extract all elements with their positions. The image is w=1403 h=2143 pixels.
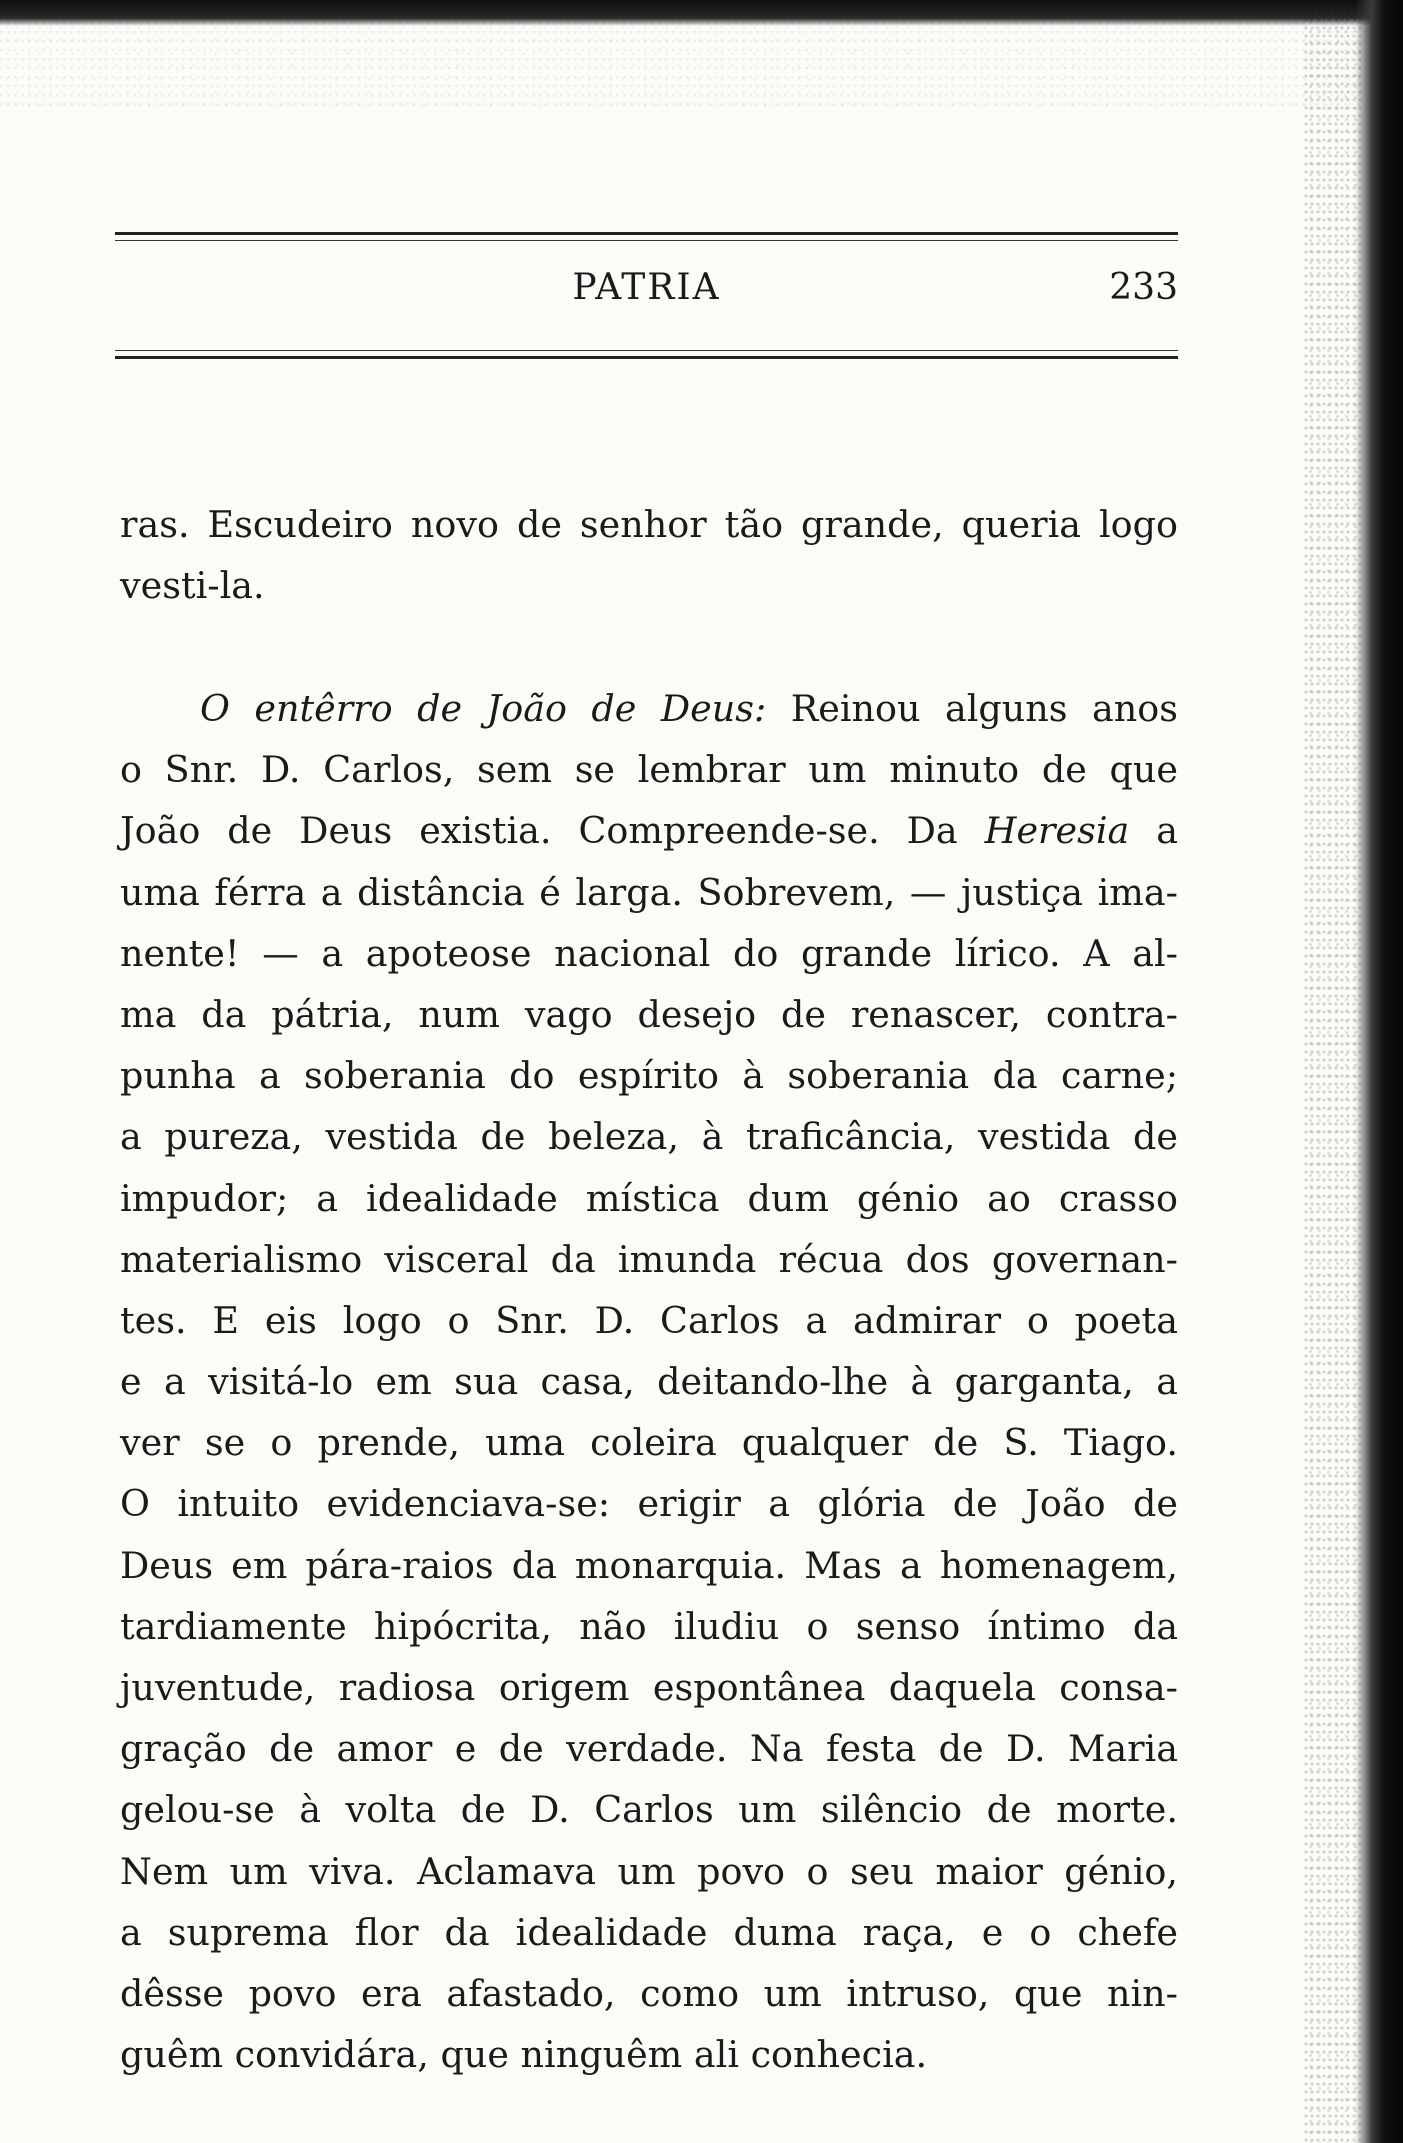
scan-right-edge bbox=[1355, 0, 1403, 2143]
text-line: guêm convidára, que ninguêm ali conhecia. bbox=[120, 2033, 928, 2077]
page-number: 233 bbox=[1109, 267, 1178, 308]
text-line: Nem um viva. Aclamava um povo o seu maior génio, bbox=[120, 1849, 1178, 1893]
text-line: vesti-la. bbox=[120, 564, 265, 608]
text-line: a suprema flor da idealidade duma raça, e o chefe bbox=[120, 1910, 1178, 1954]
text-line: gração de amor e de verdade. Na festa de D. Maria bbox=[120, 1727, 1178, 1771]
paragraph-opening-line bbox=[120, 678, 1178, 739]
text-line: O intuito evidenciava-se: erigir a glória de João de bbox=[120, 1482, 1178, 1526]
text-line: ver se o prende, uma coleira qualquer de S. Tiago. bbox=[120, 1421, 1178, 1465]
text-line: ras. Escudeiro novo de senhor tão grande, queria logo bbox=[120, 503, 1178, 546]
paragraph-1 bbox=[120, 494, 1178, 616]
header-rule-top bbox=[115, 232, 1178, 235]
text-line: uma férra a distância é larga. Sobrevem, — justiça ima- bbox=[120, 870, 1178, 914]
text-line: impudor; a idealidade mística dum génio ao crasso bbox=[120, 1176, 1178, 1220]
text-line-with-italic bbox=[120, 800, 1178, 861]
header-rule-bottom bbox=[115, 356, 1178, 359]
text-line: gelou-se à volta de D. Carlos um silêncio de morte. bbox=[120, 1788, 1178, 1832]
text-line: punha a soberania do espírito à soberania da carne; bbox=[120, 1054, 1178, 1098]
paragraph-2 bbox=[120, 678, 1178, 2085]
text-line: materialismo visceral da imunda récua dos governan- bbox=[120, 1237, 1178, 1281]
text-line: ma da pátria, num vago desejo de renascer, contra- bbox=[120, 992, 1178, 1036]
text-line: tardiamente hipócrita, não iludiu o senso íntimo da bbox=[120, 1604, 1178, 1648]
italic-title: Heresia bbox=[984, 809, 1130, 853]
text-line: tes. E eis logo o Snr. D. Carlos a admirar o poeta bbox=[120, 1298, 1178, 1342]
text-fragment: Reinou alguns anos bbox=[790, 687, 1178, 730]
text-line: o Snr. D. Carlos, sem se lembrar um minuto de que bbox=[120, 748, 1178, 792]
section-heading: O entêrro de João de Deus: bbox=[200, 687, 767, 730]
text-line: e a visitá-lo em sua casa, deitando-lhe à garganta, a bbox=[120, 1360, 1178, 1404]
header-rule-bottom-thin bbox=[115, 350, 1178, 351]
text-fragment: a bbox=[1156, 809, 1178, 853]
scan-top-grain bbox=[0, 22, 1403, 112]
text-line: a pureza, vestida de beleza, à traficância, vestida de bbox=[120, 1115, 1178, 1159]
header-rule-top-thin bbox=[115, 240, 1178, 241]
text-line: juventude, radiosa origem espontânea daquela consa- bbox=[120, 1666, 1178, 1709]
text-line: nente! — a apoteose nacional do grande lírico. A al- bbox=[120, 931, 1178, 975]
running-title: PATRIA bbox=[572, 267, 721, 308]
text-line: dêsse povo era afastado, como um intruso, que nin- bbox=[120, 1971, 1178, 2015]
text-line: Deus em pára-raios da monarquia. Mas a homenagem, bbox=[120, 1543, 1178, 1587]
scan-right-grain bbox=[1303, 0, 1363, 2143]
text-fragment: João de Deus existia. Compreende-se. Da bbox=[120, 809, 958, 853]
